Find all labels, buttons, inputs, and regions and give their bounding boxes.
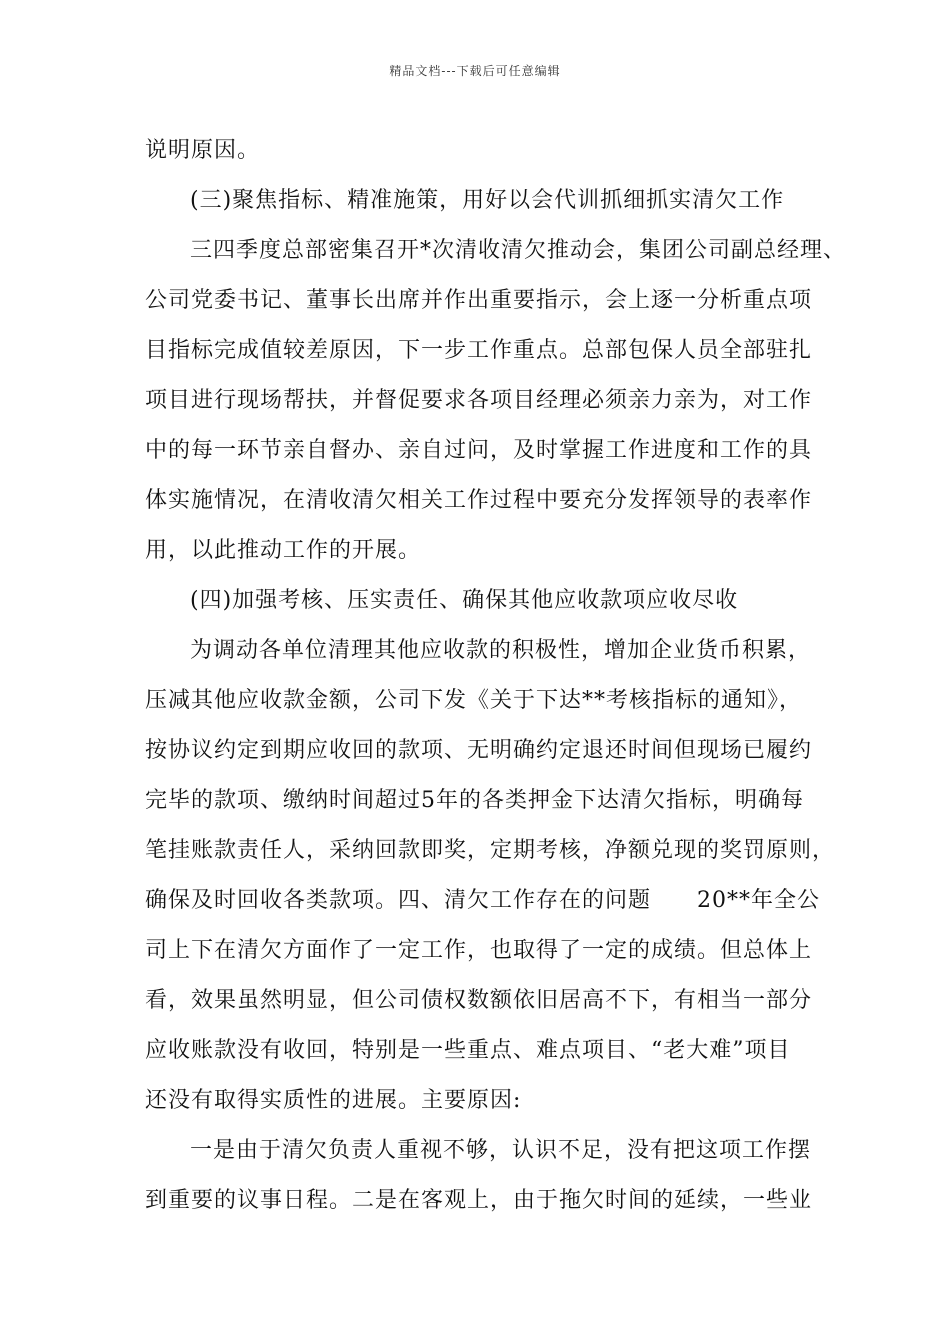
text-line: 还没有取得实质性的进展。主要原因: (145, 1088, 522, 1113)
document-body (145, 126, 847, 1226)
text-line: 应收账款没有收回，特别是一些重点、难点项目、“老大难”项目 (145, 1038, 791, 1063)
text-line: 体实施情况，在清收清欠相关工作过程中要充分发挥领导的表率作 (145, 488, 813, 513)
text-line: 用，以此推动工作的开展。 (145, 538, 422, 563)
text-line: 到重要的议事日程。二是在客观上，由于拖欠时间的延续，一些业 (145, 1188, 813, 1213)
text-line: 笔挂账款责任人，采纳回款即奖，定期考核，净额兑现的奖罚原则， (145, 838, 836, 863)
text-line: 中的每一环节亲自督办、亲自过问，及时掌握工作进度和工作的具 (145, 438, 813, 463)
section-heading: (四)加强考核、压实责任、确保其他应收款项应收尽收 (190, 588, 739, 613)
text-line: 压减其他应收款金额，公司下发《关于下达**考核指标的通知》， (145, 688, 803, 713)
text-line: 三四季度总部密集召开*次清收清欠推动会，集团公司副总经理、 (190, 238, 847, 263)
text-line: 按协议约定到期应收回的款项、无明确约定退还时间但现场已履约 (145, 738, 813, 763)
text-line: 司上下在清欠方面作了一定工作，也取得了一定的成绩。但总体上 (145, 938, 813, 963)
page-header: 精品文档---下载后可任意编辑 (389, 64, 561, 78)
text-line: 一是由于清欠负责人重视不够，认识不足，没有把这项工作摆 (190, 1138, 812, 1163)
text-line: 看，效果虽然明显，但公司债权数额依旧居高不下，有相当一部分 (145, 988, 813, 1013)
text-line: 为调动各单位清理其他应收款的积极性，增加企业货币积累， (190, 638, 812, 663)
text-line: 确保及时回收各类款项。四、清欠工作存在的问题 20**年全公 (145, 888, 820, 913)
text-line: 目指标完成值较差原因，下一步工作重点。总部包保人员全部驻扎 (145, 338, 813, 363)
text-line: 项目进行现场帮扶，并督促要求各项目经理必须亲力亲为，对工作 (145, 388, 813, 413)
section-heading: (三)聚焦指标、精准施策，用好以会代训抓细抓实清欠工作 (190, 188, 785, 213)
text-line: 完毕的款项、缴纳时间超过5年的各类押金下达清欠指标，明确每 (145, 788, 804, 813)
text-line: 说明原因。 (145, 138, 261, 163)
text-line: 公司党委书记、董事长出席并作出重要指示，会上逐一分析重点项 (145, 288, 813, 313)
